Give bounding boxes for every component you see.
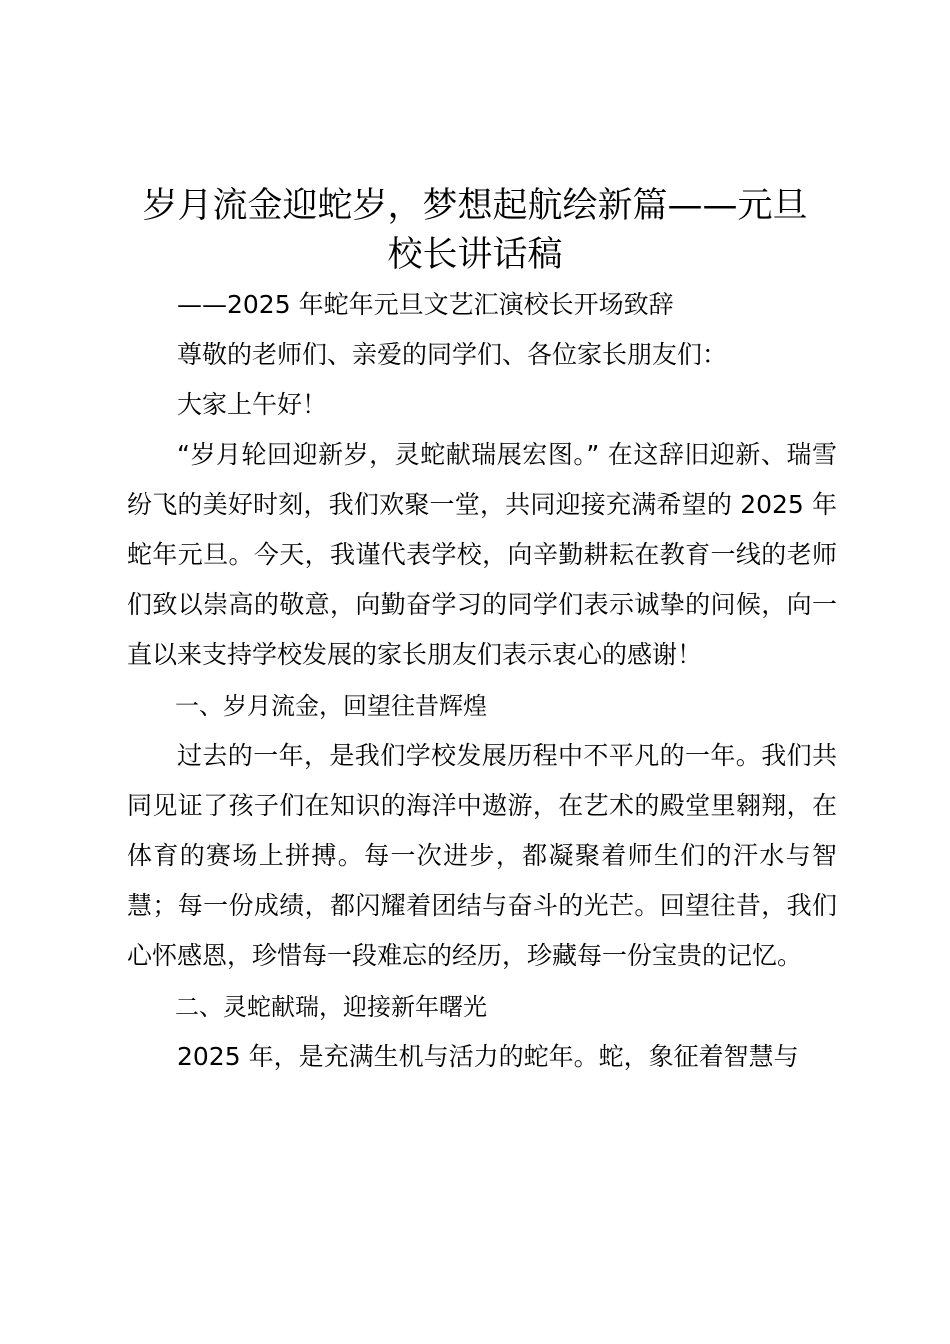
section-heading-1: 一、岁月流金，回望往昔辉煌 xyxy=(175,692,487,720)
document-title-line-2: 校长讲话稿 xyxy=(387,235,563,275)
document-subtitle: ——2025 年蛇年元旦文艺汇演校长开场致辞 xyxy=(177,290,674,319)
paragraph-review: 过去的一年，是我们学校发展历程中不平凡的一年。我们共同见证了孩子们在知识的海洋中遨游，在艺术的殿堂里翱翔，在体育的赛场上拼搏。每一次进步，都凝聚着师生们的汗水与智慧；每一份成绩，都闪耀着团结与奋斗的光芒。回望往昔，我们心怀感恩，珍惜每一段难忘的经历，珍藏每一份宝贵的记忆。 xyxy=(127,741,837,970)
paragraph-opening: “岁月轮回迎新岁，灵蛇献瑞展宏图。” 在这辞旧迎新、瑞雪纷飞的美好时刻，我们欢聚一堂，共同迎接充满希望的 2025 年蛇年元旦。今天，我谨代表学校，向辛勤耕耘在教育一线的老师们致以崇高的敬意，向勤奋学习的同学们表示诚挚的问候，向一直以来支持学校发展的家长朋友们表示衷心的感谢！ xyxy=(127,440,837,669)
paragraph-new-year: 2025 年，是充满生机与活力的蛇年。蛇，象征着智慧与 xyxy=(177,1042,799,1071)
section-heading-2: 二、灵蛇献瑞，迎接新年曙光 xyxy=(175,993,487,1021)
salutation: 尊敬的老师们、亲爱的同学们、各位家长朋友们： xyxy=(177,340,728,369)
document-body xyxy=(127,280,837,1082)
document-title-line-1: 岁月流金迎蛇岁，梦想起航绘新篇——元旦 xyxy=(142,186,808,226)
greeting: 大家上午好！ xyxy=(177,390,328,419)
